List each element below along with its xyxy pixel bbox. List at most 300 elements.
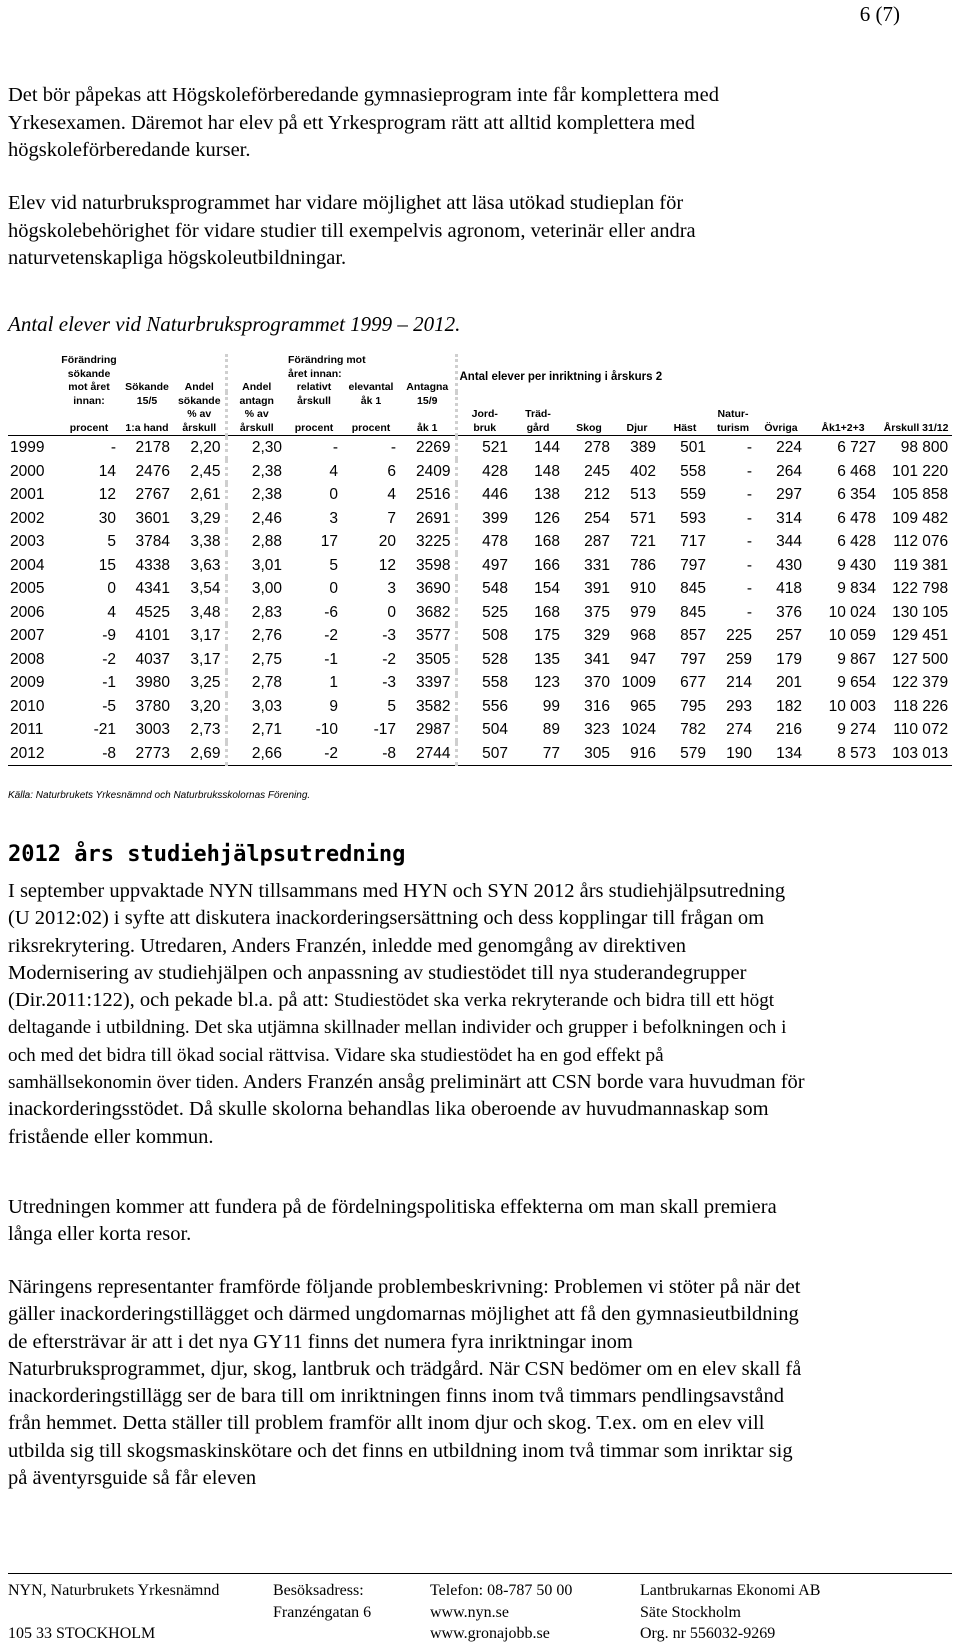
table-cell: 4 — [107, 603, 116, 621]
table-cell: -1 — [102, 674, 116, 691]
column-header-line — [230, 368, 285, 382]
body-paragraph-1 — [8, 878, 808, 1151]
table-row — [8, 436, 952, 460]
table-cell: 559 — [680, 486, 706, 503]
table-cell: 3225 — [416, 533, 451, 550]
table-cell: 10 024 — [828, 603, 876, 621]
column-header-line: årskull — [182, 421, 217, 434]
table-cell: 0 — [387, 603, 396, 621]
table-cell: 916 — [614, 742, 660, 766]
table-cell: 0 — [107, 580, 116, 597]
table-cell: 175 — [534, 627, 560, 644]
table-cell: 6 — [387, 462, 396, 480]
table-cell: 2,88 — [226, 530, 286, 554]
table-cell: 3601 — [135, 509, 170, 527]
footer-address — [273, 1580, 371, 1645]
row-year: 2005 — [10, 580, 45, 597]
table-cell: 168 — [534, 533, 560, 550]
table-cell: -21 — [93, 721, 116, 738]
table-cell: 122 798 — [892, 580, 949, 597]
table-cell: 428 — [456, 460, 512, 484]
table-cell: 3682 — [416, 603, 451, 621]
column-header-line: procent — [294, 421, 334, 434]
table-cell: 344 — [776, 533, 802, 550]
column-header — [806, 392, 880, 436]
body-paragraph-1-intro: I september uppvaktade NYN tillsammans med HYN och SYN 2012 års studiehjälpsutredning (U 2012:02) i syfte att diskutera inackorderingsersättning och dess kopplingar till frågan om riksrekrytering. Utredaren, Anders Franzén, inledde med genomgång av direktiven Modernisering av studiehjälpen och anpassning av studiestödet till nya studerandegrupper (Dir.2011:122), och pekade bl.a. på att: — [8, 880, 786, 1012]
column-header-line: Åk1+2+3 — [821, 421, 865, 434]
table-cell: 845 — [680, 603, 706, 621]
table-cell: -2 — [286, 742, 342, 766]
footer-line — [8, 1602, 219, 1624]
column-header-line: Förändring mot — [288, 354, 366, 366]
row-year: 2009 — [10, 674, 45, 691]
column-header-line — [122, 354, 172, 368]
table-cell: 786 — [630, 556, 656, 574]
column-header — [614, 392, 660, 436]
column-header-line: elevantal — [348, 381, 394, 393]
table-cell: 3784 — [135, 533, 170, 550]
table-cell: 795 — [680, 697, 706, 715]
table-cell: 99 — [542, 697, 560, 715]
table-cell: 127 500 — [892, 650, 949, 668]
table-cell: 257 — [776, 627, 802, 644]
row-year: 1999 — [8, 436, 58, 460]
row-year: 2004 — [10, 556, 45, 574]
table-cell: 3 — [387, 580, 396, 597]
table-cell: 797 — [680, 650, 706, 668]
table-cell: 2,69 — [174, 742, 226, 766]
table-cell: 20 — [378, 533, 396, 550]
table-cell: 910 — [630, 580, 656, 597]
table-cell: 3003 — [135, 721, 170, 738]
table-cell: 3397 — [416, 674, 451, 691]
column-header-line: Sökande — [125, 381, 169, 393]
column-header-line — [402, 408, 453, 422]
table-cell: 264 — [776, 462, 802, 480]
table-cell: 782 — [680, 721, 706, 738]
table-cell: 9 430 — [837, 556, 876, 574]
table-cell: 9 654 — [837, 674, 876, 691]
table-cell: -8 — [58, 742, 120, 766]
table-cell: 3980 — [135, 674, 170, 691]
table-cell: 525 — [456, 601, 512, 625]
row-year: 2012 — [8, 742, 58, 766]
row-year: 2011 — [10, 721, 44, 738]
table-cell: 6 478 — [837, 509, 876, 527]
footer-phone: Telefon: 08-787 50 00 — [430, 1582, 573, 1599]
column-group-header: Antal elever per inriktning i årskurs 2 — [456, 354, 952, 392]
column-header-line: åk 1 — [417, 421, 438, 434]
column-header — [512, 392, 564, 436]
column-header-line: Natur- — [717, 408, 749, 420]
column-header-line: % av — [187, 408, 212, 420]
table-row — [8, 648, 952, 672]
table-cell: 3,17 — [190, 627, 221, 644]
table-cell: 375 — [584, 603, 610, 621]
column-header-line: sökande — [67, 367, 111, 380]
column-header — [880, 392, 952, 436]
column-header-line: Förändring — [61, 354, 117, 366]
table-cell: 797 — [680, 556, 706, 574]
column-header — [286, 354, 366, 436]
column-header-line: Andel — [184, 381, 214, 393]
table-cell: 245 — [584, 462, 610, 480]
table-cell: 105 858 — [892, 486, 949, 503]
table-row — [8, 460, 952, 484]
body-paragraph-3: Näringens representanter framförde följande problembeskrivning: Problemen vi stöter på när det gäller inackorderingstillägget och därmed ungdomarnas möjlighet att få den gymnasieutbildning de eftersträvar är att i det nya GY11 finns det numera fyra inriktningar inom Naturbruksprogrammet, djur, skog, lantbruk och trädgård. När CSN bedömer om en elev skall få inackorderingstillägg ser de bara till om inriktningen finns inom två timmars pendlingsavstånd från hemmet. Detta ställer till problem framför allt inom djur och skog. T.ex. om en elev vill utbilda sig till skogsmaskinskötare och det finns en utbildning inom två timmar som inriktar sig på äventyrsguide så får eleven — [8, 1276, 802, 1490]
table-cell: 418 — [776, 580, 802, 597]
table-cell: - — [286, 436, 342, 460]
table-cell: 1009 — [621, 674, 656, 691]
column-header-line: innan: — [73, 394, 105, 407]
column-header-line — [808, 408, 878, 422]
column-header-line: antagn — [239, 394, 274, 407]
table-cell: 3,00 — [226, 577, 286, 601]
table-cell: -1 — [324, 650, 338, 668]
table-cell: 212 — [584, 486, 610, 503]
column-header-line — [122, 368, 172, 382]
table-cell: 501 — [660, 436, 710, 460]
table-cell: 2,46 — [226, 507, 286, 531]
table-cell: 2476 — [135, 462, 170, 480]
table-cell: -17 — [373, 721, 396, 738]
column-header — [8, 354, 58, 436]
column-header-line: turism — [716, 421, 750, 434]
column-header — [174, 354, 226, 436]
table-cell: 3,63 — [190, 556, 221, 574]
table-cell: 2,20 — [174, 436, 226, 460]
table-cell: 528 — [456, 648, 512, 672]
table-cell: 12 — [378, 556, 396, 574]
table-cell: 287 — [584, 533, 610, 550]
table-row — [8, 742, 952, 766]
footer-line: Org. nr 556032-9269 — [640, 1625, 776, 1642]
footer-line: Franzéngatan 6 — [273, 1603, 372, 1621]
table-cell: 144 — [512, 436, 564, 460]
table-cell: 508 — [456, 624, 512, 648]
table-cell: 2516 — [416, 486, 451, 503]
table-cell: 2409 — [416, 462, 451, 480]
table-row — [8, 671, 952, 695]
table-cell: 521 — [456, 436, 512, 460]
row-year: 2003 — [10, 533, 45, 550]
table-cell: 9 867 — [837, 650, 876, 668]
table-cell: -5 — [102, 697, 116, 715]
column-header-line — [402, 368, 453, 382]
column-header-line: året innan: — [288, 367, 342, 380]
table-cell: 182 — [776, 697, 802, 715]
table-cell: 293 — [726, 697, 752, 715]
column-header-line: mot året — [68, 381, 110, 393]
table-cell: - — [58, 436, 120, 460]
column-header-line: % av — [244, 408, 269, 420]
table-cell: 3,38 — [190, 533, 221, 550]
table-cell: - — [746, 486, 752, 503]
table-cell: 7 — [387, 509, 396, 527]
table-cell: 123 — [534, 674, 560, 691]
table-cell: 857 — [680, 627, 706, 644]
table-cell: 179 — [776, 650, 802, 668]
table-cell: -6 — [324, 603, 338, 621]
column-header — [58, 354, 120, 436]
table-row — [8, 577, 952, 601]
column-header — [400, 354, 456, 436]
table-cell: 2987 — [416, 721, 451, 738]
column-header-line: 1:a hand — [125, 421, 169, 434]
table-cell: 129 451 — [892, 627, 949, 644]
table-cell: - — [746, 509, 752, 527]
table-cell: 2,38 — [226, 460, 286, 484]
table-cell: 389 — [614, 436, 660, 460]
table-cell: 376 — [776, 603, 802, 621]
footer-line — [273, 1623, 371, 1645]
table-cell: 297 — [776, 486, 802, 503]
column-header-line — [662, 408, 708, 422]
table-cell: 5 — [329, 556, 338, 574]
table-cell: 593 — [680, 509, 706, 527]
footer-line: 105 33 STOCKHOLM — [8, 1625, 156, 1642]
table-cell: 103 013 — [880, 742, 952, 766]
table-cell: 17 — [320, 533, 338, 550]
table-cell: 6 727 — [806, 436, 880, 460]
table-row — [8, 483, 952, 507]
table-cell: 1024 — [621, 721, 656, 738]
table-cell: 126 — [534, 509, 560, 527]
table-cell: 135 — [534, 650, 560, 668]
table-cell: 3,48 — [190, 603, 221, 621]
intro-paragraph-2: Elev vid naturbruksprogrammet har vidare möjlighet att läsa utökad studieplan för högskolebehörighet för vidare studier till exempelvis agronom, veterinär eller andra naturvetenskapliga högskoleutbildningar. — [8, 192, 696, 269]
table-cell: 3505 — [416, 650, 451, 668]
column-header — [564, 392, 614, 436]
table-cell: 9 274 — [837, 721, 876, 738]
table-cell: 3582 — [416, 697, 451, 715]
table-cell: 947 — [630, 650, 656, 668]
table-cell: 513 — [630, 486, 656, 503]
column-header-line: Djur — [626, 421, 648, 434]
table-cell: 278 — [564, 436, 614, 460]
table-cell: 331 — [584, 556, 610, 574]
table-cell: 225 — [726, 627, 752, 644]
column-header-line: Antagna — [406, 381, 449, 393]
footer-divider — [8, 1573, 952, 1574]
table-cell: 399 — [456, 507, 512, 531]
table-row — [8, 554, 952, 578]
table-cell: 3598 — [416, 556, 451, 574]
table-cell: 717 — [680, 533, 706, 550]
column-header-line — [122, 408, 172, 422]
row-year: 2010 — [10, 697, 45, 715]
table-cell: 579 — [660, 742, 710, 766]
row-year: 2001 — [10, 486, 45, 503]
column-header — [660, 392, 710, 436]
table-cell: 15 — [98, 556, 116, 574]
table-cell: 968 — [630, 627, 656, 644]
table-cell: 274 — [726, 721, 752, 738]
table-cell: 3780 — [135, 697, 170, 715]
table-cell: 341 — [584, 650, 610, 668]
table-cell: 4037 — [135, 650, 170, 668]
table-cell: -3 — [382, 627, 396, 644]
column-header — [456, 392, 512, 436]
table-cell: 979 — [630, 603, 656, 621]
table-cell: - — [710, 436, 756, 460]
footer-link[interactable]: www.gronajobb.se — [430, 1625, 550, 1642]
column-header-line: Jord- — [471, 408, 498, 420]
body-paragraph-1-quote: Studiestödet ska verka rekryterande och bidra till ett högt deltagande i utbildning. Det ska utjämna skillnader mellan individer och grupper i befolkningen och i och med det bidra till ökad social rättvisa. Vidare ska studiestödet ha en god effekt på samhällsekonomin över tiden. — [8, 990, 787, 1094]
table-cell: 14 — [98, 462, 116, 480]
table-cell: 109 482 — [892, 509, 949, 527]
footer-line: Lantbrukarnas Ekonomi AB — [640, 1582, 821, 1599]
table-cell: 329 — [584, 627, 610, 644]
table-cell: 134 — [756, 742, 806, 766]
table-cell: 2744 — [400, 742, 456, 766]
row-year: 2006 — [10, 603, 45, 621]
column-header-line: 15/9 — [417, 394, 438, 407]
column-header-line — [176, 368, 223, 382]
column-header-line: Andel — [242, 381, 272, 393]
table-cell: 216 — [776, 721, 802, 738]
table-cell: 3 — [329, 509, 338, 527]
table-cell: 4 — [387, 486, 396, 503]
column-header-line — [616, 408, 658, 422]
table-cell: 2,78 — [226, 671, 286, 695]
footer-contact — [430, 1580, 572, 1645]
table-cell: 497 — [456, 554, 512, 578]
table-cell: - — [342, 436, 400, 460]
column-header — [342, 354, 400, 436]
column-header-line: årskull — [297, 394, 331, 407]
table-cell: 391 — [584, 580, 610, 597]
table-cell: -3 — [382, 674, 396, 691]
table-cell: 305 — [564, 742, 614, 766]
table-cell: 122 379 — [892, 674, 949, 691]
table-cell: 571 — [630, 509, 656, 527]
table-cell: 323 — [584, 721, 610, 738]
table-cell: 2691 — [416, 509, 451, 527]
column-header-line — [344, 408, 398, 422]
table-cell: -8 — [342, 742, 400, 766]
table-cell: 190 — [710, 742, 756, 766]
column-header-line: 15/5 — [136, 394, 158, 407]
footer-organization — [8, 1580, 219, 1645]
table-cell: 6 428 — [837, 533, 876, 550]
table-row — [8, 695, 952, 719]
table-cell: 2,61 — [190, 486, 221, 503]
table-cell: 2773 — [120, 742, 174, 766]
table-source: Källa: Naturbrukets Yrkesnämnd och Naturbruksskolornas Förening. — [8, 790, 311, 801]
table-row — [8, 624, 952, 648]
students-table — [8, 354, 952, 766]
table-cell: 845 — [680, 580, 706, 597]
table-cell: 201 — [776, 674, 802, 691]
table-caption: Antal elever vid Naturbruksprogrammet 1999 – 2012. — [8, 312, 461, 336]
table-cell: 504 — [456, 718, 512, 742]
column-header — [120, 354, 174, 436]
column-header-line: åk 1 — [360, 394, 382, 407]
table-cell: 6 354 — [837, 486, 876, 503]
table-cell: 2,75 — [226, 648, 286, 672]
table-cell: 168 — [534, 603, 560, 621]
table-cell: 9 834 — [837, 580, 876, 597]
table-cell: 556 — [456, 695, 512, 719]
table-cell: 119 381 — [893, 556, 949, 574]
column-header-line — [176, 354, 223, 368]
footer-line: Besöksadress: — [273, 1582, 364, 1599]
table-cell: 259 — [726, 650, 752, 668]
table-row — [8, 718, 952, 742]
intro-paragraph-1: Det bör påpekas att Högskoleförberedande gymnasieprogram inte får komplettera med Yrkesexamen. Däremot har elev på ett Yrkesprogram rätt att alltid komplettera med högskoleförberedande kurser. — [8, 84, 719, 161]
table-cell: 10 003 — [828, 697, 876, 715]
table-cell: -9 — [102, 627, 116, 644]
table-cell: 254 — [584, 509, 610, 527]
table-cell: 402 — [630, 462, 656, 480]
table-cell: 138 — [534, 486, 560, 503]
table-cell: 3,20 — [190, 697, 221, 715]
table-cell: 148 — [534, 462, 560, 480]
table-cell: 130 105 — [892, 603, 949, 621]
table-cell: - — [746, 462, 752, 480]
table-cell: 677 — [680, 674, 706, 691]
table-cell: 5 — [107, 533, 116, 550]
column-header-line: Övriga — [764, 421, 798, 434]
column-header-line — [402, 354, 453, 368]
column-header-line: årskull — [239, 421, 274, 434]
column-header-line: sökande — [177, 394, 221, 407]
table-cell: 478 — [456, 530, 512, 554]
table-cell: 3,29 — [190, 509, 221, 527]
table-cell: - — [746, 580, 752, 597]
table-cell: 10 059 — [828, 627, 876, 644]
table-cell: - — [746, 603, 752, 621]
column-header — [756, 392, 806, 436]
table-cell: 0 — [329, 580, 338, 597]
table-cell: 3,25 — [190, 674, 221, 691]
table-cell: - — [746, 556, 752, 574]
table-cell: 8 573 — [806, 742, 880, 766]
table-cell: 166 — [534, 556, 560, 574]
table-cell: 77 — [512, 742, 564, 766]
table-cell: 112 076 — [893, 533, 949, 550]
column-header-line: Årskull 31/12 — [883, 421, 949, 434]
table-row — [8, 601, 952, 625]
table-cell: 965 — [630, 697, 656, 715]
column-header-line — [230, 354, 285, 368]
table-cell: 4338 — [135, 556, 170, 574]
footer-line: NYN, Naturbrukets Yrkesnämnd — [8, 1582, 220, 1599]
table-cell: 2,73 — [190, 721, 221, 738]
row-year: 2007 — [10, 627, 45, 644]
table-cell: 3,03 — [226, 695, 286, 719]
body-paragraph-1-end: Anders Franzén ansåg preliminärt att CSN borde vara huvudman för inackorderingsstödet. Då skulle skolorna behandlas lika oberoende av huvudmannaskap som fristående eller kommun. — [8, 1071, 805, 1148]
column-header — [226, 354, 286, 436]
table-cell: 2269 — [400, 436, 456, 460]
table-cell: -2 — [102, 650, 116, 668]
column-header-line: procent — [69, 421, 109, 434]
table-cell: 154 — [534, 580, 560, 597]
column-header — [710, 392, 756, 436]
row-year: 2008 — [10, 650, 45, 668]
column-header-line: gård — [526, 421, 550, 434]
table-cell: 3690 — [416, 580, 451, 597]
footer-link[interactable]: www.nyn.se — [430, 1603, 509, 1621]
table-cell: -10 — [315, 721, 338, 738]
section-heading: 2012 års studiehjälpsutredning — [8, 842, 406, 867]
table-cell: 3,54 — [190, 580, 221, 597]
table-cell: 2,66 — [226, 742, 286, 766]
table-cell: 110 072 — [893, 721, 949, 738]
table-cell: 101 220 — [892, 462, 949, 480]
table-cell: 3,17 — [190, 650, 221, 668]
